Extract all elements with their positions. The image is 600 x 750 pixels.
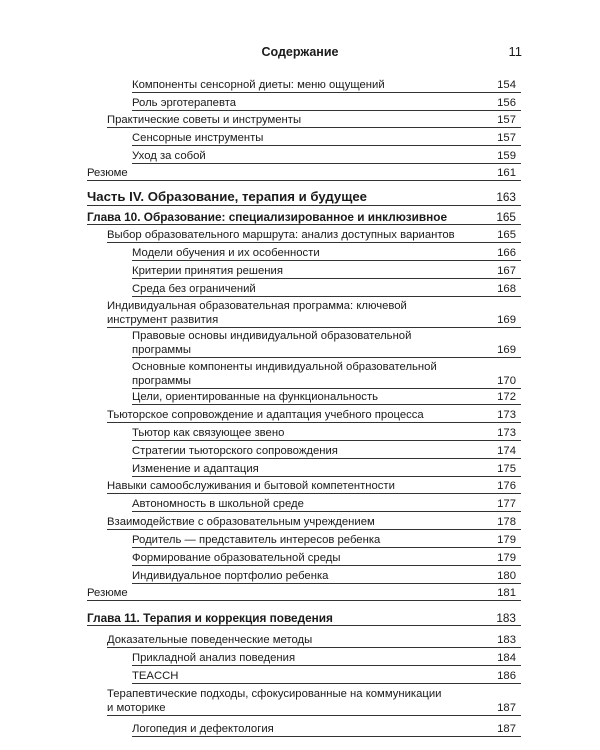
running-header-page-number: 11 bbox=[508, 44, 522, 59]
toc-entry-title-line: Родитель — представитель интересов ребенка bbox=[132, 534, 381, 546]
toc-entry-page: 168 bbox=[497, 283, 516, 295]
toc-entry-page: 176 bbox=[497, 480, 516, 492]
toc-entry-page: 163 bbox=[496, 190, 516, 204]
toc-entry-title-line: Правовые основы индивидуальной образовательной bbox=[132, 330, 412, 342]
toc-entry-title-line: Логопедия и дефектология bbox=[132, 723, 274, 735]
toc-entry-page: 175 bbox=[497, 463, 516, 475]
toc-entry-title-line: Выбор образовательного маршрута: анализ доступных вариантов bbox=[107, 229, 455, 241]
toc-entry-title-line: Компоненты сенсорной диеты: меню ощущений bbox=[132, 79, 385, 91]
toc-entry-title bbox=[107, 687, 521, 716]
toc-entry-page: 170 bbox=[497, 375, 516, 387]
toc-entry-title-line: Тьютор как связующее звено bbox=[132, 427, 285, 439]
toc-entry-title bbox=[107, 299, 521, 328]
toc-entry-title bbox=[132, 444, 521, 459]
toc-entry-title-line: и моторике bbox=[107, 702, 166, 714]
toc-entry-page: 183 bbox=[497, 634, 516, 646]
toc-entry-title bbox=[107, 408, 521, 423]
toc-entry-page: 173 bbox=[497, 409, 516, 421]
toc-entry-title bbox=[107, 515, 521, 530]
toc-entry-title bbox=[132, 264, 521, 279]
toc-entry-page: 167 bbox=[497, 265, 516, 277]
toc-entry-title-line: Индивидуальная образовательная программа: ключевой bbox=[107, 300, 407, 312]
toc-entry-title-line: Формирование образовательной среды bbox=[132, 552, 341, 564]
toc-entry-title-line: Глава 11. Терапия и коррекция поведения bbox=[87, 611, 333, 625]
toc-entry-title bbox=[132, 533, 521, 548]
toc-entry-title-line: инструмент развития bbox=[107, 314, 219, 326]
toc-entry-title-line: Взаимодействие с образовательным учреждением bbox=[107, 516, 375, 528]
toc-entry-title-line: Индивидуальное портфолио ребенка bbox=[132, 570, 329, 582]
toc-entry-page: 166 bbox=[497, 247, 516, 259]
toc-entry-title-line: Резюме bbox=[87, 167, 128, 179]
toc-entry-title-line: Часть IV. Образование, терапия и будущее bbox=[87, 189, 368, 204]
toc-entry-page: 179 bbox=[497, 534, 516, 546]
toc-entry-title bbox=[132, 426, 521, 441]
toc-entry-page: 180 bbox=[497, 570, 516, 582]
toc-entry-title bbox=[132, 651, 521, 666]
toc-entry-title-line: Глава 10. Образование: специализированное и инклюзивное bbox=[87, 210, 448, 224]
toc-entry-title-line: Цели, ориентированные на функциональность bbox=[132, 391, 379, 403]
toc-entry-title bbox=[132, 722, 521, 737]
toc-entry-title-line: Основные компоненты индивидуальной образовательной bbox=[132, 361, 437, 373]
toc-entry-page: 157 bbox=[497, 132, 516, 144]
toc-entry-title-line: Прикладной анализ поведения bbox=[132, 652, 296, 664]
toc-entry-page: 172 bbox=[497, 391, 516, 403]
toc-entry-title bbox=[107, 113, 521, 128]
toc-entry-page: 178 bbox=[497, 516, 516, 528]
toc-entry-title-line: Роль эрготерапевта bbox=[132, 97, 237, 109]
toc-entry-title bbox=[132, 551, 521, 566]
toc-entry-page: 159 bbox=[497, 150, 516, 162]
toc-entry-page: 169 bbox=[497, 314, 516, 326]
toc-entry-title-line: Стратегии тьюторского сопровождения bbox=[132, 445, 338, 457]
toc-entry-title bbox=[132, 329, 521, 358]
toc-entry-title-line: Критерии принятия решения bbox=[132, 265, 283, 277]
toc-entry-title-line: программы bbox=[132, 344, 192, 356]
toc-entry-title-line: Терапевтические подходы, сфокусированные на коммуникации bbox=[107, 688, 442, 700]
toc-entry-page: 187 bbox=[497, 723, 516, 735]
toc-entry-title bbox=[87, 210, 521, 225]
toc-entry-page: 181 bbox=[497, 587, 516, 599]
toc-entry-page: 165 bbox=[496, 210, 516, 224]
toc-entry-title-line: Навыки самообслуживания и бытовой компетентности bbox=[107, 480, 395, 492]
toc-entry-title-line: Доказательные поведенческие методы bbox=[107, 634, 313, 646]
toc-entry-title bbox=[132, 669, 521, 684]
toc-entry-title bbox=[132, 131, 521, 146]
toc-entry-page: 154 bbox=[497, 79, 516, 91]
toc-entry-title bbox=[132, 569, 521, 584]
toc-entry-title-line: Сенсорные инструменты bbox=[132, 132, 264, 144]
toc-entry-page: 179 bbox=[497, 552, 516, 564]
toc-entry-page: 183 bbox=[496, 611, 516, 625]
toc-entry-title-line: Модели обучения и их особенности bbox=[132, 247, 320, 259]
toc-entry-title bbox=[132, 462, 521, 477]
toc-entry-title bbox=[87, 166, 521, 181]
toc-entry-page: 184 bbox=[497, 652, 516, 664]
running-header bbox=[0, 44, 600, 64]
toc-entry-title bbox=[132, 282, 521, 297]
toc-entry-page: 173 bbox=[497, 427, 516, 439]
toc-entry-title bbox=[132, 390, 521, 405]
toc-entry-title-line: программы bbox=[132, 375, 192, 387]
toc-entry-title-line: Тьюторское сопровождение и адаптация учебного процесса bbox=[107, 409, 424, 421]
toc-entry-page: 186 bbox=[497, 670, 516, 682]
toc-entry-title bbox=[132, 246, 521, 261]
toc-entry-title bbox=[107, 228, 521, 243]
toc-entry-title bbox=[87, 586, 521, 601]
toc-entry-title bbox=[107, 633, 521, 648]
toc-entry-title-line: Среда без ограничений bbox=[132, 283, 256, 295]
toc-entry-page: 165 bbox=[497, 229, 516, 241]
running-header-title: Содержание bbox=[261, 45, 339, 59]
toc-entry-title bbox=[132, 96, 521, 111]
toc-entry-title bbox=[132, 360, 521, 389]
toc-entry-title-line: TEACCH bbox=[132, 670, 179, 682]
toc-entry-page: 174 bbox=[497, 445, 516, 457]
toc-entry-page: 157 bbox=[497, 114, 516, 126]
toc-entry-page: 161 bbox=[497, 167, 516, 179]
toc-entry-page: 177 bbox=[497, 498, 516, 510]
toc-entry-title bbox=[87, 189, 521, 206]
toc-entry-title bbox=[132, 149, 521, 164]
toc-entry-title-line: Резюме bbox=[87, 587, 128, 599]
toc-entry-title-line: Практические советы и инструменты bbox=[107, 114, 302, 126]
toc-entry-page: 187 bbox=[497, 702, 516, 714]
toc-entry-title bbox=[87, 611, 521, 626]
toc-entry-page: 169 bbox=[497, 344, 516, 356]
toc-entry-title-line: Уход за собой bbox=[132, 150, 206, 162]
toc-entry-title bbox=[132, 78, 521, 93]
toc-entry-title bbox=[107, 479, 521, 494]
toc-entry-title bbox=[132, 497, 521, 512]
toc-entry-title-line: Изменение и адаптация bbox=[132, 463, 259, 475]
toc-entry-page: 156 bbox=[497, 97, 516, 109]
toc-entry-title-line: Автономность в школьной среде bbox=[132, 498, 304, 510]
